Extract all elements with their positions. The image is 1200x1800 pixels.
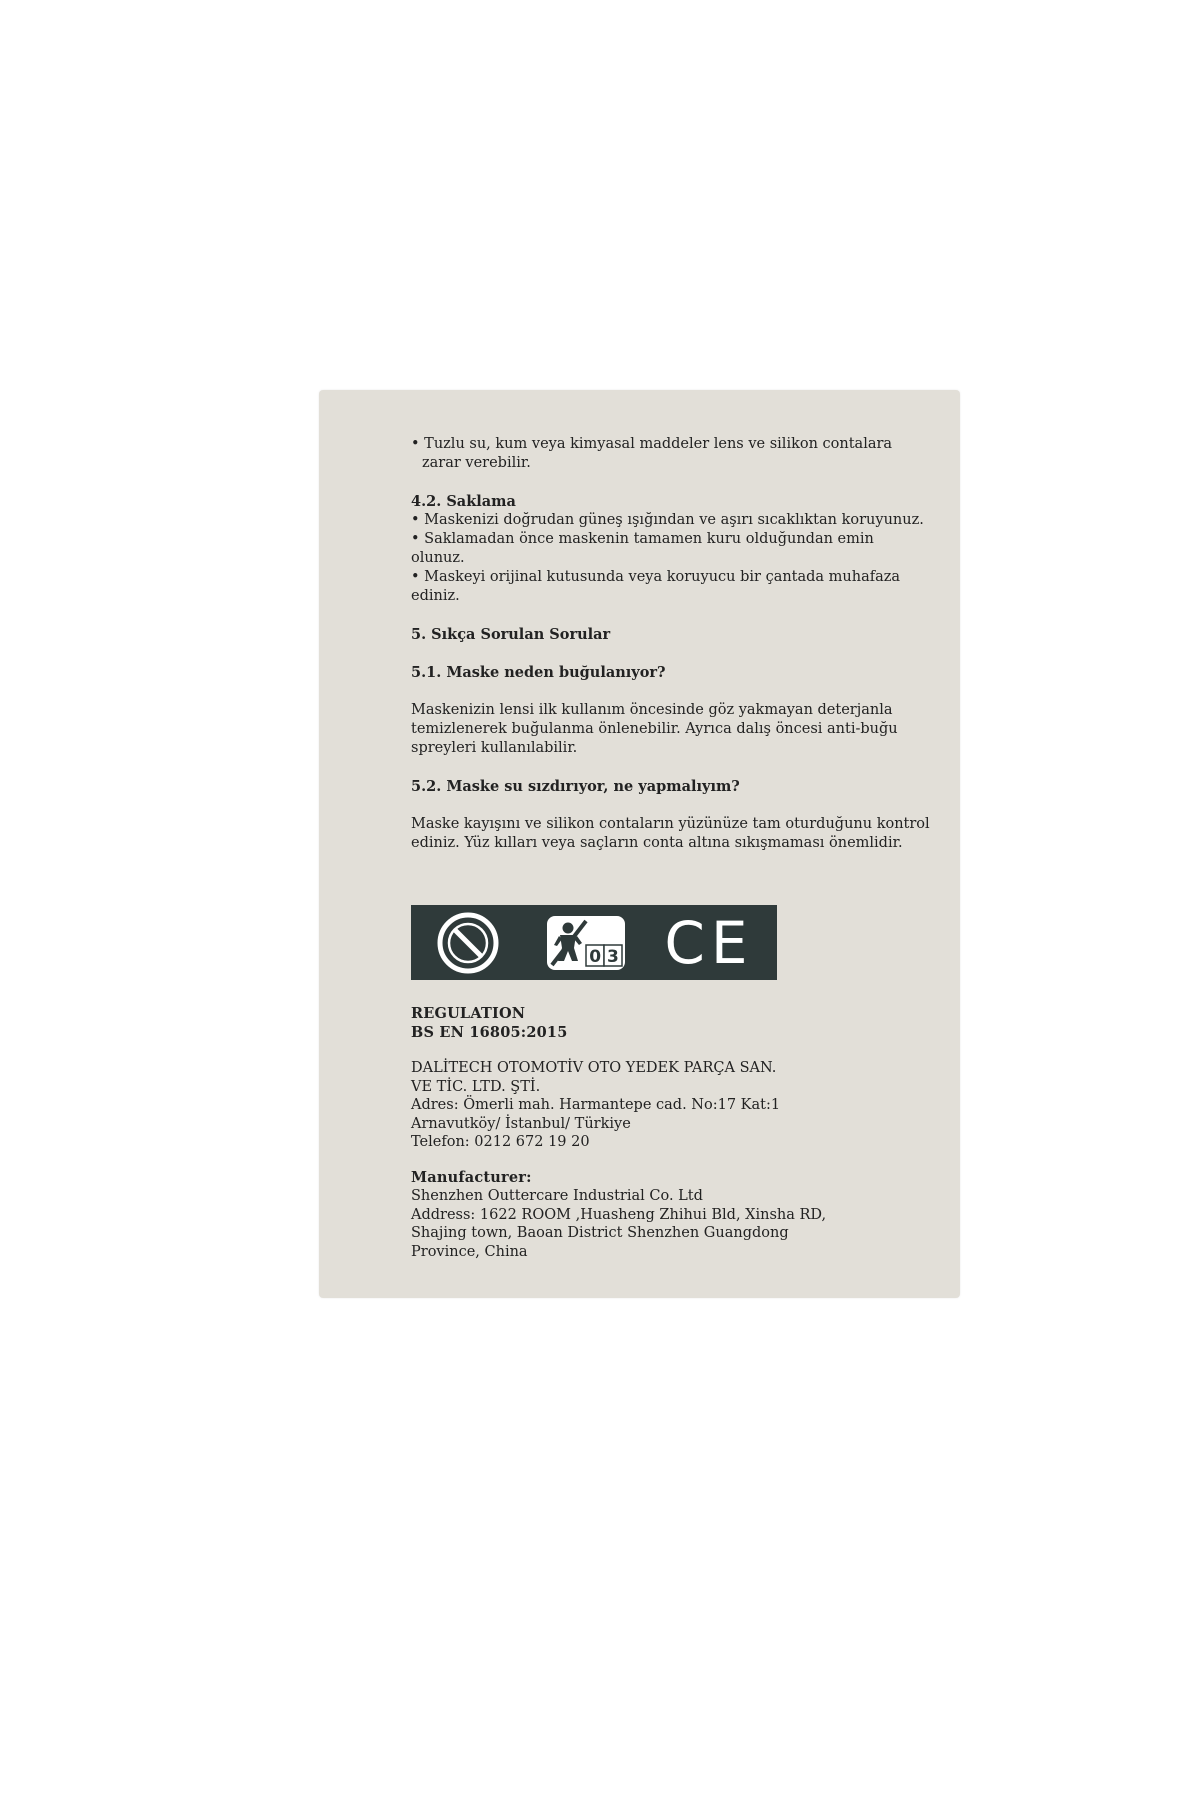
importer-name: VE TİC. LTD. ŞTİ. xyxy=(411,1078,541,1095)
age-warning-icon xyxy=(546,905,626,980)
manufacturer-address: Shajing town, Baoan District Shenzhen Guangdong xyxy=(411,1225,789,1241)
instruction-card xyxy=(319,390,960,1298)
faq-answer-2: Maske kayışını ve silikon contaların yüzünüze tam oturduğunu kontrol ediniz. Yüz kılları veya saçların conta altına sıkışmaması önemlidir. xyxy=(411,816,930,851)
manufacturer-address: Province, China xyxy=(411,1243,528,1260)
care-bullet: • Tuzlu su, kum veya kimyasal maddeler lens ve silikon contalara zarar verebilir. xyxy=(411,436,893,471)
storage-bullet: • Saklamadan önce maskenin tamamen kuru olduğundan emin olunuz. xyxy=(411,531,874,566)
importer-phone: Telefon: 0212 672 19 20 xyxy=(411,1134,590,1150)
importer-address: Adres: Ömerli mah. Harmantepe cad. No:17 Kat:1 xyxy=(411,1097,781,1113)
faq-question-2: 5.2. Maske su sızdırıyor, ne yapmalıyım? xyxy=(411,778,740,795)
instructions-text xyxy=(411,435,931,853)
storage-bullet: • Maskeyi orijinal kutusunda veya koruyucu bir çantada muhafaza ediniz. xyxy=(411,569,901,604)
faq-answer-1: Maskenizin lensi ilk kullanım öncesinde göz yakmayan deterjanla temizlenerek buğulanma önlenebilir. Ayrıca dalış öncesi anti-buğu spreyleri kullanılabilir. xyxy=(411,702,898,756)
storage-heading: 4.2. Saklama xyxy=(411,493,516,510)
manufacturer-label: Manufacturer: xyxy=(411,1168,532,1186)
importer-address: Arnavutköy/ İstanbul/ Türkiye xyxy=(411,1115,631,1132)
storage-bullet: • Maskenizi doğrudan güneş ışığından ve aşırı sıcaklıktan koruyunuz. xyxy=(411,512,924,528)
faq-question-1: 5.1. Maske neden buğulanıyor? xyxy=(411,664,666,681)
ce-text: CE xyxy=(664,912,754,973)
regulation-label: REGULATION xyxy=(411,1005,526,1022)
faq-heading: 5. Sıkça Sorulan Sorular xyxy=(411,626,611,643)
ce-mark-icon xyxy=(659,905,759,980)
prohibited-icon xyxy=(433,905,503,980)
manufacturer-name: Shenzhen Outtercare Industrial Co. Ltd xyxy=(411,1188,703,1204)
importer-name: DALİTECH OTOMOTİV OTO YEDEK PARÇA SAN. xyxy=(411,1060,777,1076)
age-digits: 0 3 xyxy=(589,946,619,967)
regulation-block xyxy=(411,1005,931,1261)
symbol-bar xyxy=(411,905,777,980)
manufacturer-address: Address: 1622 ROOM ,Huasheng Zhihui Bld, Xinsha RD, xyxy=(411,1206,827,1223)
regulation-standard: BS EN 16805:2015 xyxy=(411,1023,568,1041)
